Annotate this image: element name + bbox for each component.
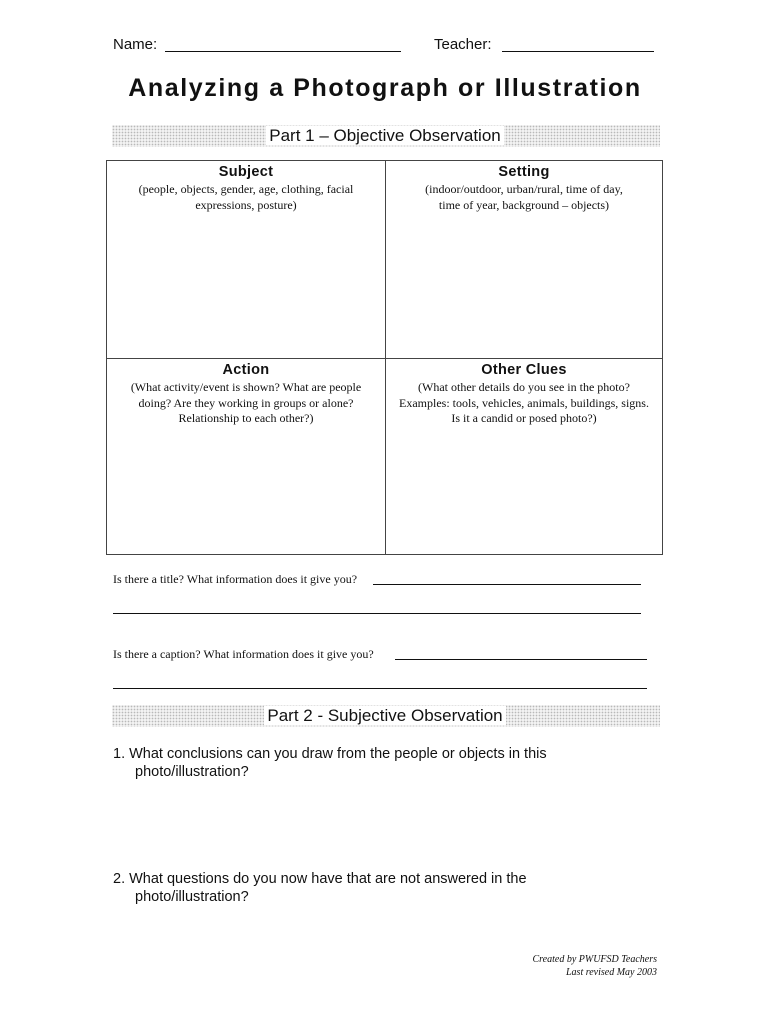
observation-grid — [106, 160, 663, 555]
cell-subject-title: Subject — [218, 164, 274, 180]
cell-action[interactable] — [107, 359, 385, 554]
title-question: Is there a title? What information does it give you? — [113, 572, 358, 586]
caption-answer-line-1[interactable] — [395, 659, 647, 660]
cell-setting[interactable] — [386, 161, 662, 358]
cell-setting-desc: (indoor/outdoor, urban/rural, time of day, time of year, background – objects) — [425, 182, 623, 212]
part2-heading: Part 2 - Subjective Observation — [0, 706, 770, 726]
cell-other-clues[interactable] — [386, 359, 662, 554]
title-answer-line-1[interactable] — [373, 584, 641, 585]
cell-other-clues-desc: (What other details do you see in the photo? Examples: tools, vehicles, animals, buildings, signs. Is it a candid or posed photo?) — [399, 380, 649, 425]
cell-other-clues-title: Other Clues — [481, 362, 567, 378]
part1-heading: Part 1 – Objective Observation — [0, 126, 770, 146]
name-label: Name: — [113, 36, 158, 53]
caption-question: Is there a caption? What information does it give you? — [113, 647, 374, 661]
question-2: 2. What questions do you now have that are not answered in the photo/illustration? — [113, 871, 527, 905]
title-answer-line-2[interactable] — [113, 613, 641, 614]
page-title: Analyzing a Photograph or Illustration — [128, 74, 642, 102]
cell-subject[interactable] — [107, 161, 385, 358]
teacher-label: Teacher: — [434, 36, 492, 53]
question-1: 1. What conclusions can you draw from the people or objects in this photo/illustration? — [113, 746, 547, 780]
cell-subject-desc: (people, objects, gender, age, clothing, facial expressions, posture) — [138, 182, 354, 212]
caption-answer-line-2[interactable] — [113, 688, 647, 689]
name-field[interactable] — [165, 51, 401, 52]
teacher-field[interactable] — [502, 51, 654, 52]
cell-action-title: Action — [222, 362, 270, 378]
cell-action-desc: (What activity/event is shown? What are people doing? Are they working in groups or alone? Relationship to each other?) — [130, 380, 362, 425]
cell-setting-title: Setting — [498, 164, 550, 180]
credit: Created by PWUFSD Teachers Last revised May 2003 — [532, 954, 657, 978]
